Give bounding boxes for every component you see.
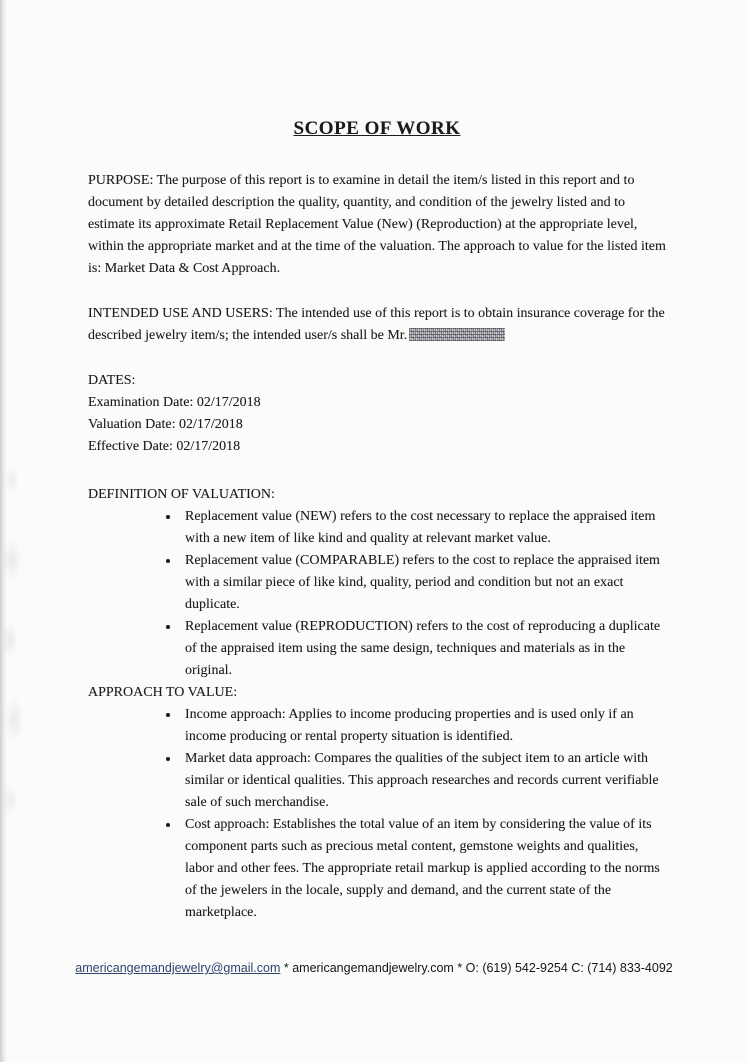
definition-bullet-new: • Replacement value (NEW) refers to the cost necessary to replace the appraised item with a new item of like kind and quality at relevant market value.: [180, 506, 666, 550]
approach-bullet-income: • Income approach: Applies to income producing properties and is used only if an income producing or rental property situation is identified.: [180, 704, 666, 748]
approach-bullet-market-data: • Market data approach: Compares the qualities of the subject item to an article with similar or identical qualities. This approach researches and records current verifiable sale of such merchandise.: [180, 748, 666, 814]
definition-bullet-list: [88, 506, 666, 682]
definition-heading: DEFINITION OF VALUATION:: [88, 487, 275, 502]
valuation-date-line: Valuation Date: 02/17/2018: [88, 417, 243, 432]
intended-use-text: INTENDED USE AND USERS: The intended use of this report is to obtain insurance coverage for the described jewelry item/s; the intended user/s shall be Mr.: [88, 306, 665, 343]
examination-date-line: Examination Date: 02/17/2018: [88, 395, 261, 410]
dates-heading: DATES:: [88, 373, 136, 388]
footer-email-link[interactable]: americangemandjewelry@gmail.com: [75, 961, 281, 975]
scan-artifacts: [0, 0, 40, 1062]
intended-use-paragraph: [88, 303, 666, 347]
approach-bullet-list: [88, 704, 666, 924]
document-body: [88, 118, 666, 924]
approach-bullet-cost: • Cost approach: Establishes the total value of an item by considering the value of its component parts such as precious metal content, gemstone weights and qualities, labor and other fees. The appropriate retail markup is applied according to the norms of the jewelers in the locale, supply and demand, and the current state of the marketplace.: [180, 814, 666, 924]
footer-contact-text: * americangemandjewelry.com * O: (619) 542-9254 C: (714) 833-4092: [280, 961, 673, 975]
definition-bullet-comparable: • Replacement value (COMPARABLE) refers to the cost to replace the appraised item with a similar piece of like kind, quality, period and condition but not an exact duplicate.: [180, 550, 666, 616]
definition-bullet-reproduction: • Replacement value (REPRODUCTION) refers to the cost of reproducing a duplicate of the appraised item using the same design, techniques and materials as in the original.: [180, 616, 666, 682]
redacted-name: [409, 328, 505, 341]
footer: [0, 957, 748, 979]
page-title: SCOPE OF WORK: [293, 118, 461, 139]
dates-section: [88, 370, 666, 458]
approach-to-value-section: [88, 682, 666, 924]
definition-of-valuation-section: [88, 484, 666, 682]
approach-heading: APPROACH TO VALUE:: [88, 685, 238, 700]
purpose-paragraph: PURPOSE: The purpose of this report is to examine in detail the item/s listed in this report and to document by detailed description the quality, quantity, and condition of the jewelry listed and to estimate its approximate Retail Replacement Value (New) (Reproduction) at the appropriate level, within the appropriate market and at the time of the valuation. The approach to value for the listed item is: Market Data & Cost Approach.: [88, 173, 666, 276]
effective-date-line: Effective Date: 02/17/2018: [88, 439, 241, 454]
